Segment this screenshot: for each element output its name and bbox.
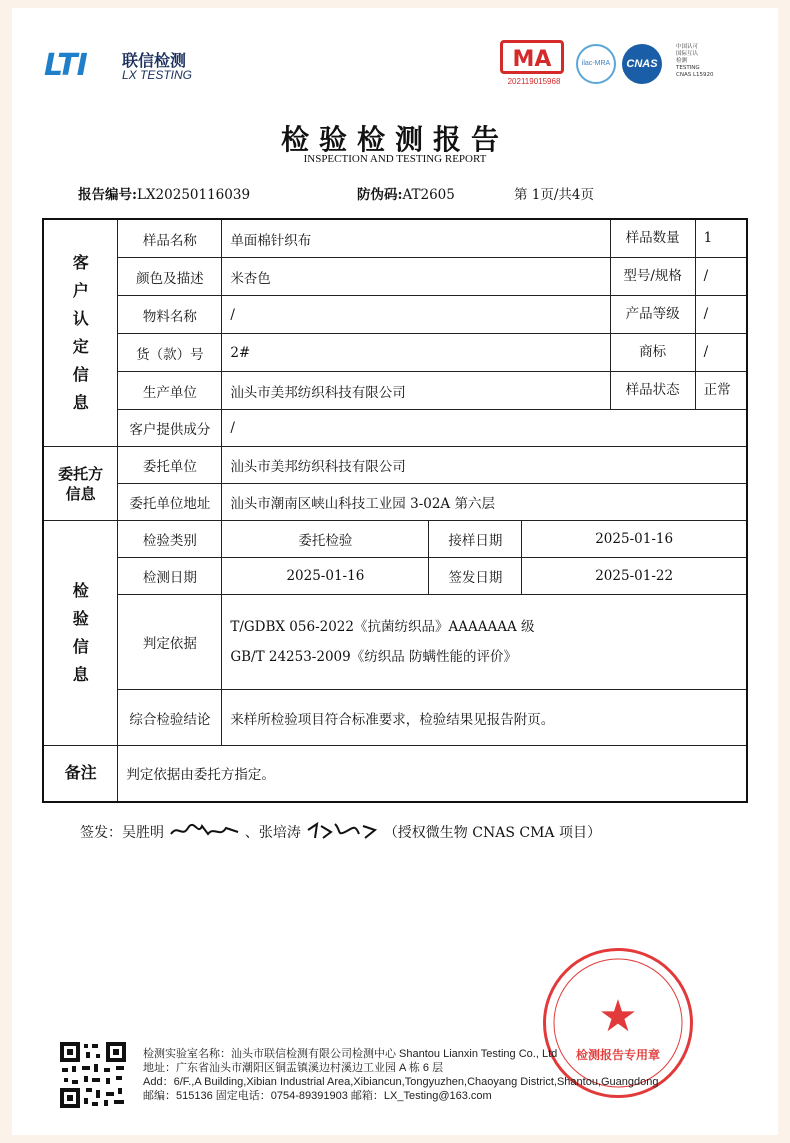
color-label: 颜色及描述 <box>118 258 222 296</box>
cnas-icon <box>622 44 668 84</box>
anti-fake-label: 防伪码: <box>357 187 403 203</box>
sample-qty-value: 1 <box>703 230 713 246</box>
item-no-value: 2# <box>222 334 610 372</box>
basis-line-1: T/GDBX 056-2022《抗菌纺织品》AAAAAAA 级 <box>230 619 535 635</box>
footer-info <box>143 1047 659 1103</box>
cnas-mark-text: CNAS <box>622 44 662 84</box>
signature-sep: 、张培涛 <box>244 825 301 841</box>
principal-address-label: 委托单位地址 <box>118 484 222 521</box>
model-value: / <box>703 268 709 284</box>
basis-line-2: GB/T 24253-2009《纺织品 防螨性能的评价》 <box>230 649 518 665</box>
cma-mark-text: MA <box>500 40 564 74</box>
sample-name-label: 样品名称 <box>118 219 222 258</box>
principal-section-line2: 信息 <box>65 484 96 503</box>
test-date-value: 2025-01-16 <box>222 558 429 595</box>
cma-mark-icon <box>500 40 568 94</box>
principal-unit-value: 汕头市美邦纺织科技有限公司 <box>222 447 747 484</box>
page-info: 第 1页/共4页 <box>514 187 595 203</box>
test-date-label: 检测日期 <box>118 558 222 595</box>
sample-name-value: 单面棉针织布 <box>222 219 610 258</box>
remark-text: 判定依据由委托方指定。 <box>118 746 747 802</box>
company-logo <box>44 48 193 83</box>
state-label: 样品状态 <box>611 372 696 409</box>
report-title: 检验检测报告 <box>280 123 509 156</box>
inspection-section-label: 检验信息 <box>72 581 89 684</box>
report-number-value: LX20250116039 <box>136 187 251 203</box>
sample-qty-cell <box>610 219 747 258</box>
cnas-note: 中国认可 国际互认 检测 TESTING CNAS L15920 <box>676 44 714 78</box>
producer-value: 汕头市美邦纺织科技有限公司 <box>222 372 610 410</box>
grade-label: 产品等级 <box>611 296 696 333</box>
signature-note: （授权微生物 CNAS CMA 项目） <box>383 825 601 841</box>
anti-fake-value: AT2605 <box>402 187 455 203</box>
principal-section-title <box>43 447 118 521</box>
inspection-section-title <box>43 521 118 746</box>
brand-cell <box>610 334 747 372</box>
logo-mark-icon: LTI <box>44 48 87 83</box>
ilac-mra-icon: ilac-MRA <box>576 44 616 84</box>
conclusion-label: 综合检验结论 <box>118 690 222 746</box>
composition-label: 客户提供成分 <box>118 410 222 447</box>
producer-label: 生产单位 <box>118 372 222 410</box>
brand-label: 商标 <box>611 334 696 371</box>
issue-date-label: 签发日期 <box>429 558 522 595</box>
report-number-label: 报告编号: <box>78 187 137 203</box>
signature-2-icon <box>305 820 379 846</box>
logo-chinese-name: 联信检测 <box>122 51 187 70</box>
state-value: 正常 <box>703 382 731 398</box>
stamp-star-icon: ★ <box>598 991 638 1042</box>
stamp-center-text: 检测报告专用章 <box>575 1048 660 1062</box>
grade-cell <box>610 296 747 334</box>
model-cell <box>610 258 747 296</box>
brand-value: / <box>703 344 709 360</box>
signature-1-icon <box>168 820 240 846</box>
remark-section-title: 备注 <box>43 746 118 802</box>
client-section-title <box>43 219 118 447</box>
anti-fake-code <box>357 183 455 203</box>
conclusion-value: 来样所检验项目符合标准要求，检验结果见报告附页。 <box>222 690 747 746</box>
basis-value <box>222 595 747 690</box>
material-label: 物料名称 <box>118 296 222 334</box>
material-value: / <box>222 296 610 334</box>
inspection-type-value: 委托检验 <box>222 521 429 558</box>
signature-label: 签发：吴胜明 <box>80 825 164 841</box>
client-section-label: 客户认定信息 <box>72 253 89 412</box>
cma-number: 202119015968 <box>507 77 561 86</box>
receive-date-value: 2025-01-16 <box>522 521 747 558</box>
receive-date-label: 接样日期 <box>429 521 522 558</box>
logo-english-name: LX TESTING <box>122 68 193 82</box>
certification-marks <box>500 40 720 96</box>
report-subtitle: INSPECTION AND TESTING REPORT <box>303 153 487 165</box>
item-no-label: 货（款）号 <box>118 334 222 372</box>
color-value: 米杏色 <box>222 258 610 296</box>
footer-lab-name: 检测实验室名称：汕头市联信检测有限公司检测中心 Shantou Lianxin Testing Co., Ltd <box>143 1048 558 1060</box>
grade-value: / <box>703 306 709 322</box>
model-label: 型号/规格 <box>611 258 696 295</box>
report-number <box>78 183 250 203</box>
signature-line <box>80 820 601 846</box>
footer-address-en: Add：6/F.,A Building,Xibian Industrial Area,Xibiancun,Tongyuzhen,Chaoyang District,Shantou,Guangdong <box>143 1076 659 1088</box>
composition-value: / <box>222 410 747 447</box>
footer-address-cn: 地址：广东省汕头市潮阳区铜盂镇溪边村溪边工业园 A 栋 6 层 <box>143 1062 444 1074</box>
sample-qty-label: 样品数量 <box>611 220 696 257</box>
qr-code-icon <box>58 1040 128 1110</box>
basis-label: 判定依据 <box>118 595 222 690</box>
issue-date-value: 2025-01-22 <box>522 558 747 595</box>
principal-address-value: 汕头市潮南区峡山科技工业园 3-02A 第六层 <box>222 484 747 521</box>
principal-section-line1: 委托方 <box>58 464 104 483</box>
principal-unit-label: 委托单位 <box>118 447 222 484</box>
report-table <box>42 218 748 803</box>
footer-contact: 邮编：515136 固定电话：0754-89391903 邮箱：LX_Testing@163.com <box>143 1090 492 1102</box>
inspection-type-label: 检验类别 <box>118 521 222 558</box>
state-cell <box>610 372 747 410</box>
